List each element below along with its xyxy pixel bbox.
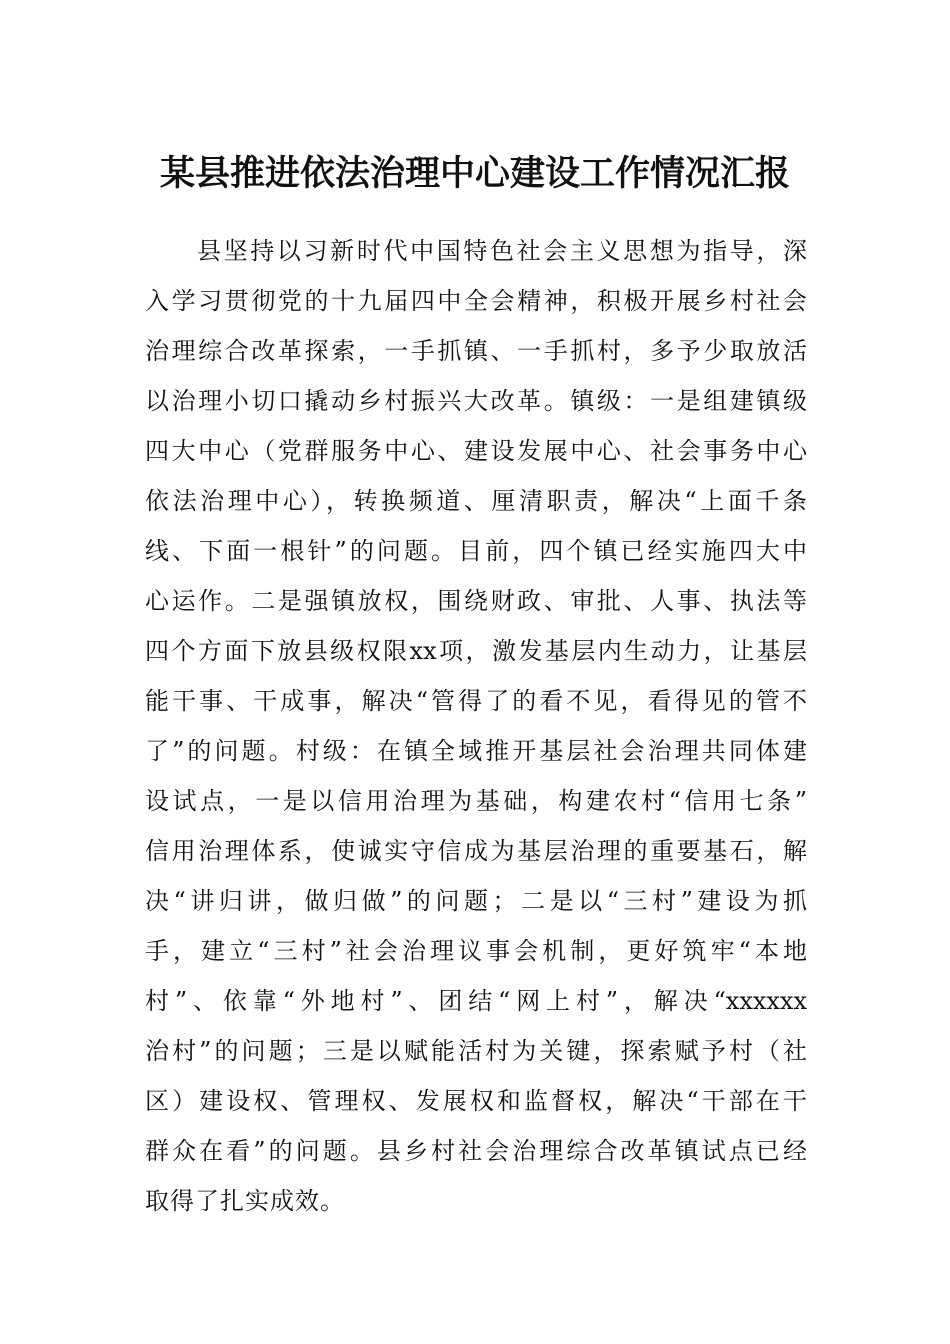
- paragraph-line: 村”、依靠“外地村”、团结“网上村”，解决“xxxxxx: [145, 987, 807, 1015]
- paragraph-line: 四大中心（党群服务中心、建设发展中心、社会事务中心: [145, 437, 807, 465]
- paragraph-line: 能干事、干成事，解决“管得了的看不见，看得见的管不: [145, 687, 807, 715]
- paragraph-line: 四个方面下放县级权限xx项，激发基层内生动力，让基层: [145, 637, 807, 665]
- paragraph-line: 决“讲归讲，做归做”的问题；二是以“三村”建设为抓: [145, 887, 807, 915]
- paragraph-line: 了”的问题。村级：在镇全域推开基层社会治理共同体建: [145, 737, 807, 765]
- paragraph-line: 心运作。二是强镇放权，围绕财政、审批、人事、执法等: [145, 587, 807, 615]
- paragraph-line: 群众在看”的问题。县乡村社会治理综合改革镇试点已经: [145, 1137, 807, 1165]
- paragraph-line: 手，建立“三村”社会治理议事会机制，更好筑牢“本地: [145, 937, 807, 965]
- document-title: 某县推进依法治理中心建设工作情况汇报: [159, 153, 790, 194]
- paragraph-line: 区）建设权、管理权、发展权和监督权，解决“干部在干: [145, 1087, 807, 1115]
- paragraph-line: 信用治理体系，使诚实守信成为基层治理的重要基石，解: [145, 837, 807, 865]
- paragraph-line: 取得了扎实成效。: [145, 1187, 345, 1215]
- paragraph-line: 线、下面一根针”的问题。目前，四个镇已经实施四大中: [145, 537, 807, 565]
- body-paragraph: [145, 226, 807, 1226]
- paragraph-line: 入学习贯彻党的十九届四中全会精神，积极开展乡村社会: [145, 287, 807, 315]
- paragraph-line: 治理综合改革探索，一手抓镇、一手抓村，多予少取放活: [145, 337, 807, 365]
- paragraph-line: 设试点，一是以信用治理为基础，构建农村“信用七条”: [145, 787, 807, 815]
- paragraph-line: 以治理小切口撬动乡村振兴大改革。镇级：一是组建镇级: [145, 387, 807, 415]
- paragraph-line: 治村”的问题；三是以赋能活村为关键，探索赋予村（社: [145, 1037, 807, 1065]
- paragraph-line: 县坚持以习新时代中国特色社会主义思想为指导，深: [197, 237, 807, 265]
- paragraph-line: 依法治理中心），转换频道、厘清职责，解决“上面千条: [145, 487, 807, 515]
